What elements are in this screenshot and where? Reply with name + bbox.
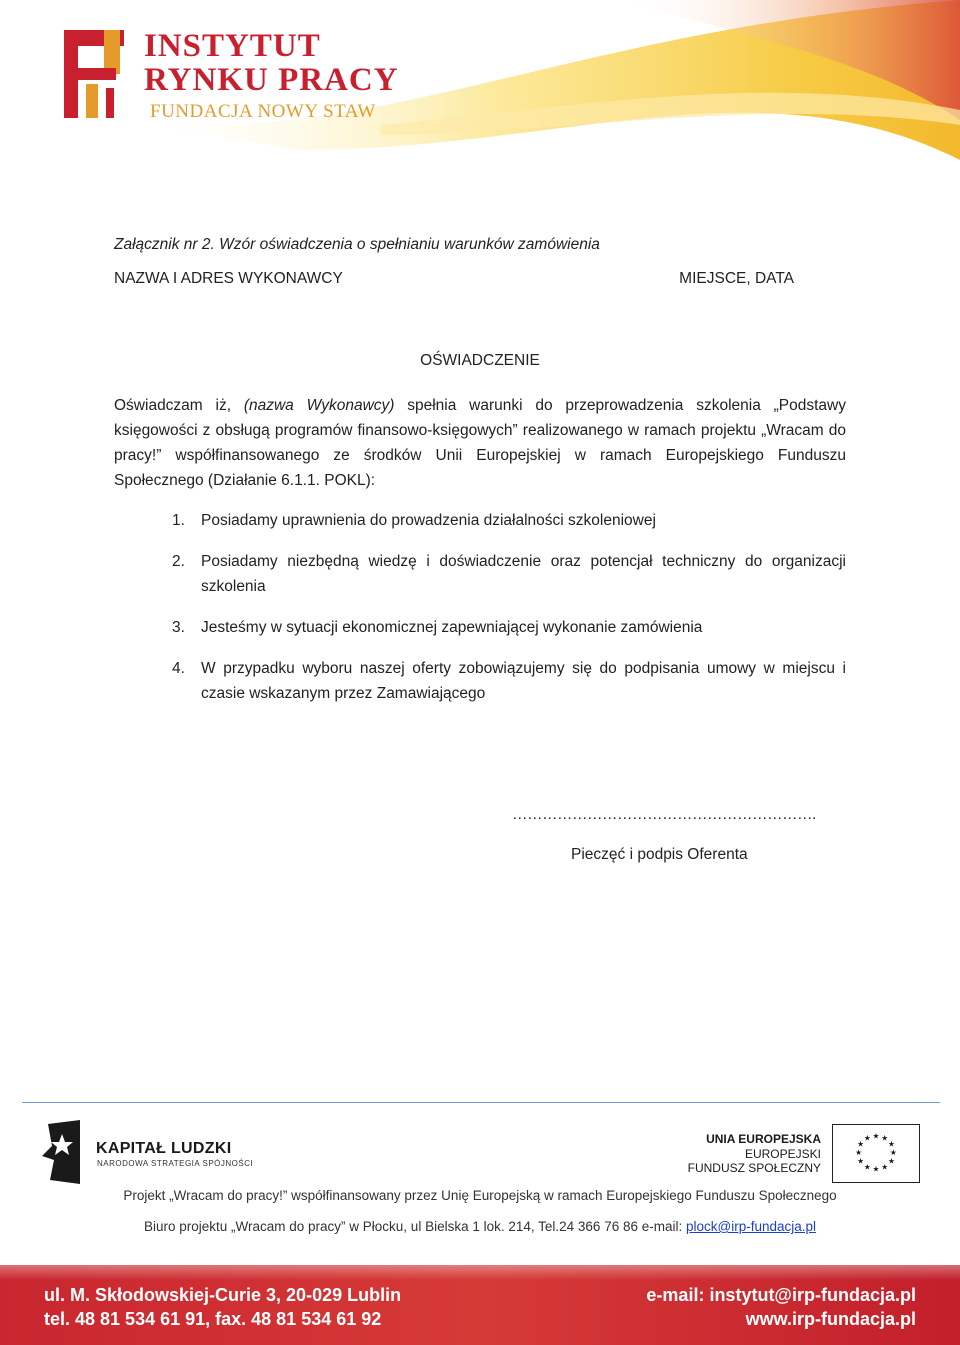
svg-text:★: ★: [872, 1164, 880, 1174]
project-funding-line: Projekt „Wracam do pracy!” współfinansowany przez Unię Europejską w ramach Europejskiego Funduszu Społecznego: [123, 1188, 837, 1203]
paragraph-start: Oświadczam iż,: [114, 397, 244, 414]
list-item: [172, 615, 846, 640]
svg-text:★: ★: [872, 1131, 880, 1141]
project-office-text: Biuro projektu „Wracam do pracy” w Płocku, ul Bielska 1 lok. 214, Tel.24 366 76 86 e-mail:: [143, 1219, 686, 1234]
svg-text:★: ★: [889, 1147, 897, 1157]
svg-text:★: ★: [863, 1133, 871, 1143]
eu-title: UNIA EUROPEJSKA: [706, 1132, 821, 1146]
paragraph-contractor-placeholder: (nazwa Wykonawcy): [243, 397, 395, 414]
list-item-number: 4.: [172, 660, 185, 677]
statement-paragraph: [114, 393, 846, 493]
list-item-number: 2.: [172, 553, 185, 570]
project-office-email-link[interactable]: plock@irp-fundacja.pl: [685, 1219, 817, 1234]
svg-text:★: ★: [881, 1133, 889, 1143]
attachment-description: Wzór oświadczenia o spełnianiu warunków zamówienia: [214, 236, 600, 253]
signature-label: Pieczęć i podpis Oferenta: [571, 846, 748, 863]
list-item: [172, 549, 846, 599]
band-email-line: e-mail: instytut@irp-fundacja.pl: [646, 1285, 916, 1305]
kapital-ludzki-subtitle: NARODOWA STRATEGIA SPÓJNOŚCI: [97, 1159, 254, 1168]
list-item-text: Posiadamy niezbędną wiedzę i doświadczenie oraz potencjał techniczny do organizacji szkolenia: [201, 553, 846, 595]
footer-divider: [22, 1102, 940, 1103]
logo-line-1: INSTYTUT: [144, 28, 321, 64]
svg-text:★: ★: [857, 1139, 865, 1149]
logo-line-2: RYNKU PRACY: [144, 62, 399, 98]
list-item-text: Posiadamy uprawnienia do prowadzenia działalności szkoleniowej: [201, 512, 656, 529]
svg-text:★: ★: [855, 1147, 863, 1157]
list-item-number: 3.: [172, 619, 185, 636]
kapital-ludzki-title: KAPITAŁ LUDZKI: [96, 1140, 232, 1157]
contractor-label: NAZWA I ADRES WYKONAWCY: [114, 270, 343, 287]
kapital-ludzki-logo-icon: [40, 1120, 82, 1184]
eu-fund-line-1: EUROPEJSKI: [744, 1147, 821, 1161]
eu-flag-icon: [832, 1124, 920, 1183]
list-item-number: 1.: [172, 512, 185, 529]
band-website-line: www.irp-fundacja.pl: [745, 1309, 916, 1329]
svg-text:★: ★: [857, 1156, 865, 1166]
list-item-text: Jesteśmy w sytuacji ekonomicznej zapewniającej wykonanie zamówienia: [201, 619, 703, 636]
list-item-text: W przypadku wyboru naszej oferty zobowiązujemy się do podpisania umowy w miejscu i czasie wskazanym przez Zamawiającego: [201, 660, 846, 702]
svg-text:★: ★: [887, 1139, 895, 1149]
band-phone-line: tel. 48 81 534 61 91, fax. 48 81 534 61 92: [44, 1309, 382, 1329]
attachment-title: [114, 232, 846, 257]
logo-line-3: FUNDACJA NOWY STAW: [150, 101, 376, 122]
logo-mark-icon: [60, 28, 130, 120]
list-item: [172, 656, 846, 706]
conditions-list: [172, 508, 846, 722]
eu-fund-line-2: FUNDUSZ SPOŁECZNY: [687, 1161, 821, 1175]
band-address-line: ul. M. Skłodowskiej-Curie 3, 20-029 Lublin: [44, 1285, 402, 1305]
svg-text:★: ★: [863, 1162, 871, 1172]
paragraph-rest: spełnia warunki do przeprowadzenia szkolenia „Podstawy księgowości z obsługą programów finansowo-księgowych” realizowanego w ramach projektu „Wracam do pracy!” współfinansowanego ze środków Unii Europejskiej w ramach Europejskiego Funduszu Społecznego (Działanie 6.1.1. POKL):: [114, 397, 846, 489]
signature-line: …………………………………………………….: [512, 806, 816, 823]
project-office-line: [0, 1219, 960, 1234]
statement-heading: OŚWIADCZENIE: [420, 352, 540, 369]
instytut-rynku-pracy-logo: [60, 28, 400, 128]
place-date-label: MIEJSCE, DATA: [679, 270, 794, 287]
attachment-number: Załącznik nr 2.: [114, 236, 215, 253]
footer-address-band: [0, 1265, 960, 1345]
list-item: [172, 508, 846, 533]
svg-text:★: ★: [887, 1156, 895, 1166]
svg-text:★: ★: [881, 1162, 889, 1172]
